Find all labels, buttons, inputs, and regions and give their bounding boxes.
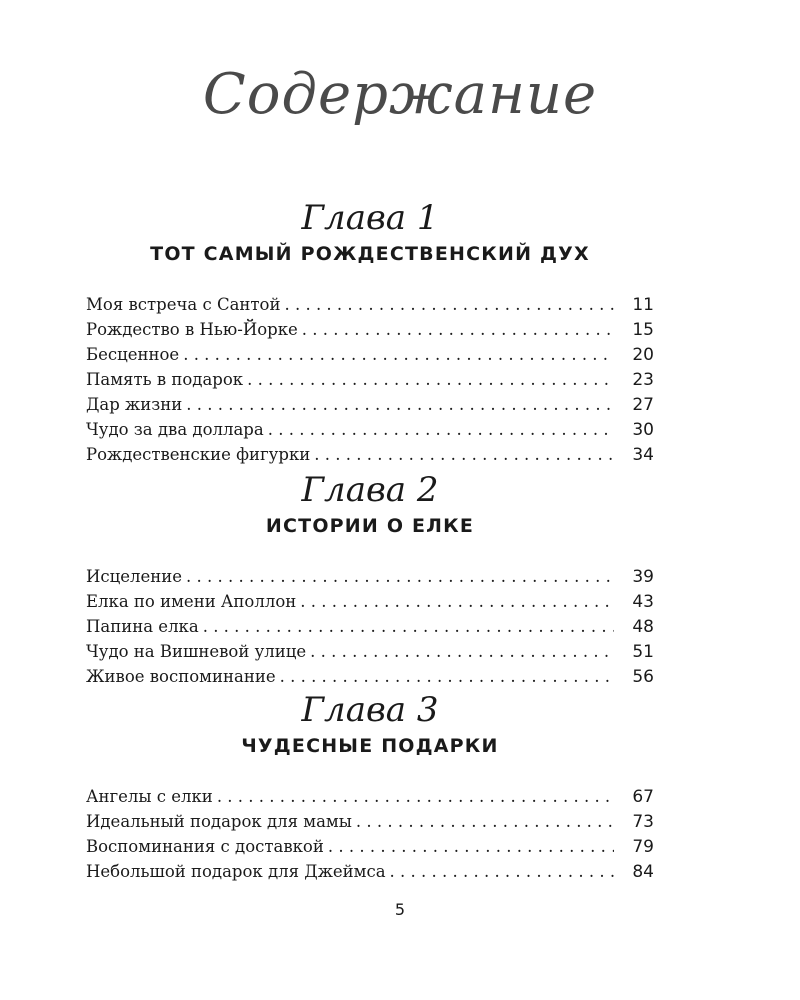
toc-entry[interactable] (86, 664, 654, 689)
toc-entry[interactable] (86, 317, 654, 342)
toc-entry-title: Моя встреча с Сантой (86, 295, 281, 314)
dot-leader (302, 317, 614, 342)
dot-leader (300, 589, 614, 614)
toc-entry-title: Память в подарок (86, 370, 244, 389)
dot-leader (314, 442, 614, 467)
toc-entry-title: Исцеление (86, 567, 183, 586)
toc-entry-title: Идеальный подарок для мамы (86, 812, 352, 831)
dot-leader (186, 392, 614, 417)
dot-leader (186, 564, 614, 589)
chapter-3 (86, 690, 654, 884)
toc-list (86, 564, 654, 689)
toc-entry-title: Бесценное (86, 345, 180, 364)
dot-leader (310, 639, 614, 664)
chapter-label: Глава 2 (301, 470, 439, 510)
page-title: Содержание (202, 62, 598, 127)
dot-leader (280, 664, 614, 689)
toc-entry-page: 15 (632, 320, 654, 340)
toc-entry[interactable] (86, 367, 654, 392)
toc-list (86, 784, 654, 884)
toc-entry-title: Ангелы с елки (86, 787, 213, 806)
toc-entry-page: 34 (632, 445, 654, 465)
toc-list (86, 292, 654, 467)
toc-entry-page: 48 (632, 617, 654, 637)
toc-entry[interactable] (86, 809, 654, 834)
toc-entry[interactable] (86, 442, 654, 467)
chapter-1 (86, 198, 654, 467)
toc-entry-page: 79 (632, 837, 654, 857)
toc-entry-page: 39 (632, 567, 654, 587)
chapter-title: ИСТОРИИ О ЕЛКЕ (265, 515, 475, 537)
toc-entry-title: Елка по имени Аполлон (86, 592, 297, 611)
page-number: 5 (394, 900, 406, 919)
toc-entry-title: Рождество в Нью-Йорке (86, 320, 298, 339)
toc-entry-title: Воспоминания с доставкой (86, 837, 324, 856)
dot-leader (183, 342, 614, 367)
toc-entry-page: 56 (632, 667, 654, 687)
toc-entry[interactable] (86, 589, 654, 614)
chapter-title: ЧУДЕСНЫЕ ПОДАРКИ (241, 735, 499, 757)
dot-leader (356, 809, 614, 834)
toc-entry-page: 84 (632, 862, 654, 882)
chapter-label: Глава 3 (301, 690, 439, 730)
toc-entry-title: Дар жизни (86, 395, 183, 414)
toc-entry-page: 43 (632, 592, 654, 612)
toc-entry-page: 27 (632, 395, 654, 415)
toc-entry[interactable] (86, 417, 654, 442)
toc-entry-title: Чудо на Вишневой улице (86, 642, 307, 661)
toc-entry-page: 51 (632, 642, 654, 662)
toc-entry-page: 30 (632, 420, 654, 440)
toc-entry[interactable] (86, 859, 654, 884)
toc-entry[interactable] (86, 784, 654, 809)
toc-entry[interactable] (86, 614, 654, 639)
toc-entry-title: Папина елка (86, 617, 199, 636)
dot-leader (268, 417, 614, 442)
chapter-label: Глава 1 (301, 198, 439, 238)
toc-entry-title: Рождественские фигурки (86, 445, 311, 464)
chapter-2 (86, 470, 654, 689)
toc-entry-page: 20 (632, 345, 654, 365)
toc-entry-title: Чудо за два доллара (86, 420, 264, 439)
dot-leader (217, 784, 614, 809)
toc-entry-page: 67 (632, 787, 654, 807)
dot-leader (284, 292, 614, 317)
toc-entry-page: 73 (632, 812, 654, 832)
chapter-title: ТОТ САМЫЙ РОЖДЕСТВЕНСКИЙ ДУХ (150, 243, 590, 265)
toc-entry[interactable] (86, 292, 654, 317)
dot-leader (328, 834, 614, 859)
toc-entry-title: Живое воспоминание (86, 667, 276, 686)
dot-leader (390, 859, 614, 884)
toc-entry[interactable] (86, 639, 654, 664)
dot-leader (203, 614, 614, 639)
toc-entry[interactable] (86, 834, 654, 859)
toc-entry-page: 11 (632, 295, 654, 315)
toc-entry[interactable] (86, 564, 654, 589)
toc-entry-title: Небольшой подарок для Джеймса (86, 862, 386, 881)
dot-leader (247, 367, 614, 392)
toc-entry-page: 23 (632, 370, 654, 390)
toc-entry[interactable] (86, 392, 654, 417)
toc-entry[interactable] (86, 342, 654, 367)
